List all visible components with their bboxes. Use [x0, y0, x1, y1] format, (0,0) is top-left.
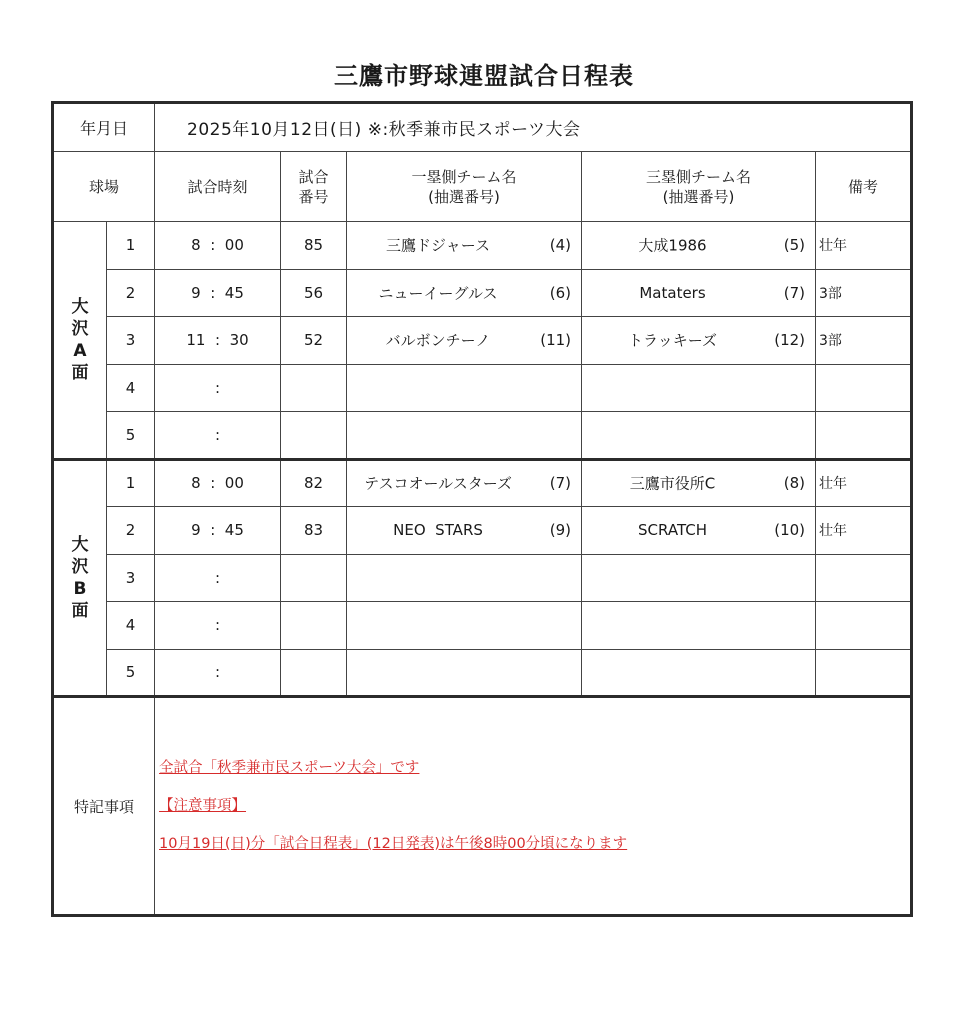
match-row: [53, 222, 912, 270]
notes-row: [53, 697, 912, 916]
third-base-team: [582, 507, 816, 555]
slot-number: 1: [107, 459, 155, 507]
match-time: :: [155, 649, 281, 697]
third-base-lottery-number: (5): [783, 236, 806, 255]
first-base-lottery-number: (6): [549, 283, 572, 302]
field-name: [53, 459, 107, 697]
remark: 壮年: [816, 222, 912, 270]
note-line: 【注意事項】: [159, 798, 247, 814]
match-row: [53, 364, 912, 412]
first-base-team: [347, 649, 582, 697]
header-field: 球場: [53, 152, 155, 222]
field-name-char: 沢: [71, 318, 89, 339]
match-number: 52: [281, 317, 347, 365]
remark: 3部: [816, 269, 912, 317]
notes-label: 特記事項: [53, 697, 155, 916]
header-time: 試合時刻: [155, 152, 281, 222]
field-name-char: 沢: [71, 556, 89, 577]
match-time: 9 : 45: [155, 269, 281, 317]
third-base-team: [582, 222, 816, 270]
header-third-base-line2: (抽選番号): [662, 187, 735, 206]
match-row: [53, 269, 912, 317]
slot-number: 4: [107, 602, 155, 650]
match-time: :: [155, 602, 281, 650]
slot-number: 5: [107, 649, 155, 697]
third-base-team-name: Mataters: [639, 283, 706, 302]
first-base-lottery-number: (9): [549, 521, 572, 540]
third-base-team: [582, 317, 816, 365]
date-label: 年月日: [53, 103, 155, 152]
remark: 壮年: [816, 507, 912, 555]
schedule-table: [51, 101, 913, 917]
header-remarks: 備考: [816, 152, 912, 222]
remark: [816, 602, 912, 650]
third-base-team-name: 三鷹市役所C: [629, 474, 716, 493]
third-base-lottery-number: (8): [783, 474, 806, 493]
field-name-char: B: [73, 578, 87, 599]
match-time: 9 : 45: [155, 507, 281, 555]
match-row: [53, 554, 912, 602]
match-number: [281, 364, 347, 412]
note-line: 10月19日(日)分「試合日程表」(12日発表)は午後8時00分頃になります: [159, 836, 628, 852]
slot-number: 2: [107, 269, 155, 317]
remark: [816, 554, 912, 602]
match-time: :: [155, 364, 281, 412]
remark: [816, 412, 912, 460]
field-name: [53, 222, 107, 460]
remark: [816, 364, 912, 412]
first-base-team: [347, 222, 582, 270]
third-base-team: [582, 602, 816, 650]
first-base-team: [347, 412, 582, 460]
match-number: [281, 649, 347, 697]
first-base-team: [347, 554, 582, 602]
match-number: 85: [281, 222, 347, 270]
first-base-team-name: NEO STARS: [393, 521, 483, 540]
third-base-team-name: 大成1986: [638, 236, 707, 255]
slot-number: 5: [107, 412, 155, 460]
first-base-team-name: 三鷹ドジャース: [386, 236, 490, 255]
match-row: [53, 507, 912, 555]
match-time: 11 : 30: [155, 317, 281, 365]
first-base-team: [347, 269, 582, 317]
header-match-no-line1: 試合: [298, 167, 329, 186]
header-third-base: [582, 152, 816, 222]
notes-content: [155, 697, 912, 916]
first-base-team-name: バルボンチーノ: [385, 331, 491, 350]
first-base-lottery-number: (4): [549, 236, 572, 255]
header-third-base-line1: 三塁側チーム名: [646, 167, 752, 186]
field-name-char: 大: [71, 534, 89, 555]
third-base-team: [582, 459, 816, 507]
third-base-team: [582, 364, 816, 412]
match-number: 56: [281, 269, 347, 317]
match-time: :: [155, 554, 281, 602]
match-row: [53, 602, 912, 650]
slot-number: 1: [107, 222, 155, 270]
third-base-team: [582, 554, 816, 602]
third-base-lottery-number: (12): [774, 331, 806, 350]
match-row: [53, 412, 912, 460]
field-name-char: A: [73, 340, 87, 361]
date-value: 2025年10月12日(日) ※:秋季兼市民スポーツ大会: [155, 103, 912, 152]
field-name-char: 面: [71, 600, 89, 621]
match-time: :: [155, 412, 281, 460]
third-base-team-name: トラッキーズ: [628, 331, 717, 350]
note-line: 全試合「秋季兼市民スポーツ大会」です: [159, 760, 420, 776]
header-match-no: [281, 152, 347, 222]
third-base-team-name: SCRATCH: [638, 521, 707, 540]
first-base-team-name: テスコオールスターズ: [364, 474, 512, 493]
header-first-base: [347, 152, 582, 222]
slot-number: 4: [107, 364, 155, 412]
header-row: [53, 152, 912, 222]
first-base-team: [347, 317, 582, 365]
third-base-team: [582, 649, 816, 697]
first-base-team: [347, 602, 582, 650]
slot-number: 3: [107, 554, 155, 602]
match-time: 8 : 00: [155, 459, 281, 507]
date-row: [53, 103, 912, 152]
match-number: [281, 412, 347, 460]
remark: 3部: [816, 317, 912, 365]
third-base-team: [582, 412, 816, 460]
match-number: 82: [281, 459, 347, 507]
third-base-lottery-number: (10): [774, 521, 806, 540]
field-name-char: 面: [71, 362, 89, 383]
slot-number: 2: [107, 507, 155, 555]
match-number: [281, 602, 347, 650]
first-base-team: [347, 364, 582, 412]
match-row: [53, 317, 912, 365]
remark: [816, 649, 912, 697]
match-row: [53, 459, 912, 507]
header-first-base-line1: 一塁側チーム名: [411, 167, 517, 186]
page-title: 三鷹市野球連盟試合日程表: [334, 62, 634, 90]
remark: 壮年: [816, 459, 912, 507]
first-base-lottery-number: (7): [549, 474, 572, 493]
header-match-no-line2: 番号: [298, 187, 329, 206]
match-number: 83: [281, 507, 347, 555]
match-time: 8 : 00: [155, 222, 281, 270]
match-number: [281, 554, 347, 602]
first-base-lottery-number: (11): [540, 331, 572, 350]
field-name-char: 大: [71, 296, 89, 317]
slot-number: 3: [107, 317, 155, 365]
header-first-base-line2: (抽選番号): [428, 187, 500, 206]
first-base-team: [347, 507, 582, 555]
first-base-team: [347, 459, 582, 507]
third-base-team: [582, 269, 816, 317]
third-base-lottery-number: (7): [783, 283, 806, 302]
first-base-team-name: ニューイーグルス: [378, 284, 498, 303]
match-row: [53, 649, 912, 697]
